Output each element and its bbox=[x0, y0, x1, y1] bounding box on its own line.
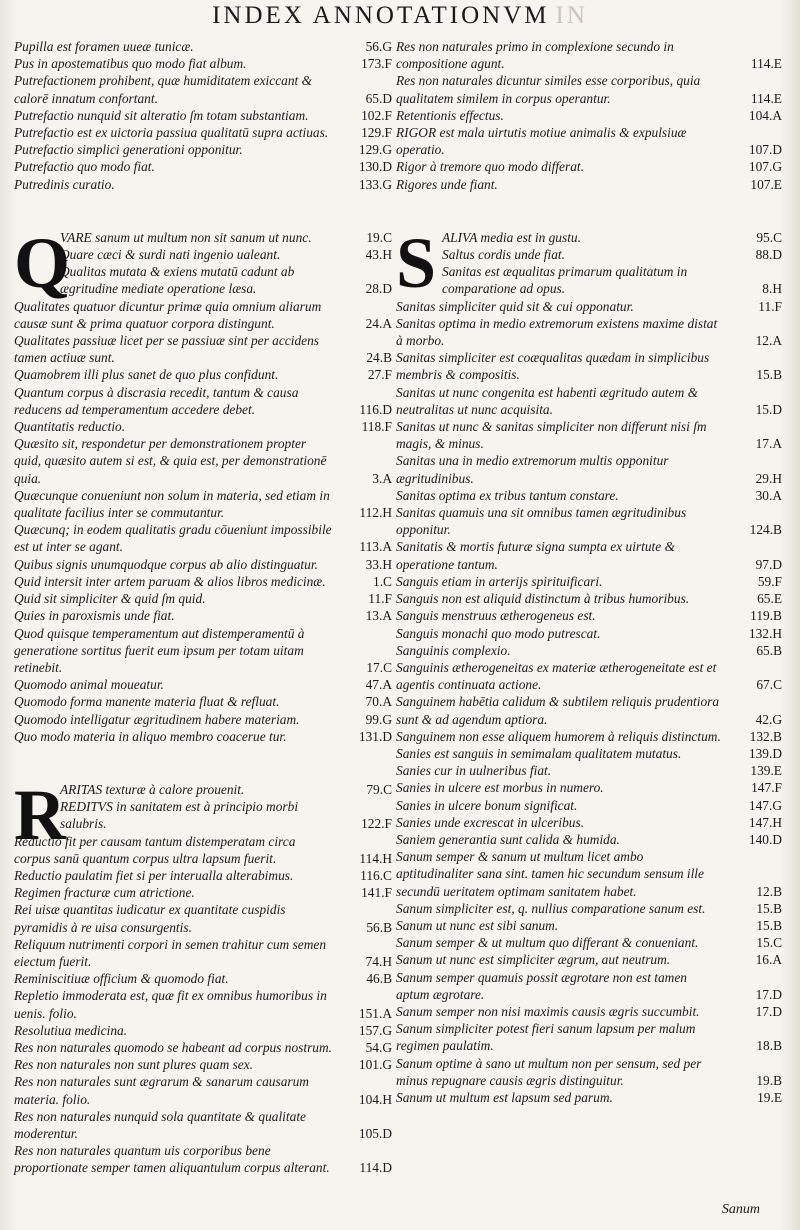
entry-text: Sanguis menstruus ætherogeneus est. bbox=[396, 608, 596, 624]
index-entry bbox=[396, 263, 782, 297]
page-reference: 119.B bbox=[750, 608, 782, 624]
index-entry bbox=[14, 867, 392, 884]
entry-text: Quantum corpus à discrasia recedit, tantum & causa reducens ad temperamentum accedere debet. bbox=[14, 384, 299, 417]
index-entry bbox=[14, 970, 392, 987]
index-entry bbox=[14, 141, 392, 158]
entry-text: Pupilla est foramen uueæ tunicæ. bbox=[14, 39, 194, 54]
page-reference: 70.A bbox=[365, 694, 392, 710]
page-reference: 130.D bbox=[358, 159, 392, 175]
index-entry bbox=[14, 781, 392, 798]
entry-text: VARE sanum ut multum non sit sanum ut nunc. bbox=[60, 229, 312, 245]
page-reference: 116.C bbox=[360, 867, 392, 883]
entry-text: RIGOR est mala uirtutis motiue animalis & expulsiuæ operatio. bbox=[396, 125, 687, 158]
entry-text: Putrefactio nunquid sit alteratio ſm totam substantiam. bbox=[14, 107, 309, 123]
index-entry bbox=[396, 246, 782, 263]
page-reference: 99.G bbox=[365, 711, 392, 727]
entry-text: Quæcunq; in eodem qualitatis gradu cōueniunt impossibile est ut inter se agant. bbox=[14, 522, 332, 555]
page-reference: 19.C bbox=[366, 229, 392, 245]
entry-text: Pus in apostematibus quo modo fiat album. bbox=[14, 56, 247, 72]
index-entry bbox=[14, 107, 392, 124]
index-entry bbox=[14, 332, 392, 366]
entry-text: Sanum simpliciter potest fieri sanum lapsum per malum regimen paulatim. bbox=[396, 1021, 696, 1054]
page-reference: 56.G bbox=[365, 39, 392, 54]
entry-text: Sanitas quamuis una sit omnibus tamen ægritudinibus opponitur. bbox=[396, 505, 687, 538]
entry-text: Sanum semper non nisi maximis causis ægris succumbit. bbox=[396, 1003, 700, 1019]
page-reference: 112.H bbox=[359, 505, 392, 521]
index-entry bbox=[14, 987, 392, 1021]
entry-text: Quomodo intelligatur ægritudinem habere materiam. bbox=[14, 711, 300, 727]
page-reference: 113.A bbox=[359, 539, 392, 555]
page-reference: 141.F bbox=[361, 885, 392, 901]
entry-text: Reliquum nutrimenti corpori in semen trahitur cum semen eiectum fuerit. bbox=[14, 936, 327, 969]
entry-text: Sanguis etiam in arterijs spirituificari. bbox=[396, 573, 603, 589]
index-entry bbox=[396, 384, 782, 418]
index-entry bbox=[14, 573, 392, 590]
entry-text: Sanitas optima in medio extremorum existens maxime distat à morbo. bbox=[396, 315, 718, 349]
page-reference: 17.A bbox=[755, 436, 782, 452]
entry-text: Quod quisque temperamentum aut distemperamentū à generatione sortitus fuerit eum ipsum per totam uitam retinebit. bbox=[14, 625, 305, 675]
page-reference: 139.D bbox=[748, 745, 782, 761]
index-entry bbox=[14, 263, 392, 297]
page-reference: 28.D bbox=[365, 281, 392, 297]
entry-text: Sanguinis ætherogeneitas ex materiæ ætherogeneitate est et agentis continuata actione. bbox=[396, 659, 717, 693]
entry-text: Rigor à tremore quo modo differat. bbox=[396, 159, 584, 175]
index-entry bbox=[396, 487, 782, 504]
index-entry bbox=[14, 298, 392, 332]
index-entry bbox=[396, 1055, 782, 1089]
index-entry bbox=[14, 1056, 392, 1073]
index-entry bbox=[396, 779, 782, 796]
page-reference: 132.H bbox=[748, 625, 782, 641]
index-entry bbox=[396, 1003, 782, 1020]
entry-text: Repletio immoderata est, quæ fit ex omnibus humoribus in uenis. folio. bbox=[14, 988, 327, 1021]
entry-text: Res non naturales primo in complexione secundo in compositione agunt. bbox=[396, 39, 674, 72]
index-block-q bbox=[14, 222, 392, 745]
entry-text: Putrefactio est ex uictoria passiua qualitatū supra actiuas. bbox=[14, 125, 329, 141]
page-header bbox=[0, 2, 800, 30]
entry-text: Quomodo animal moueatur. bbox=[14, 677, 164, 693]
index-entry bbox=[14, 625, 392, 677]
entry-text: Qualitates quatuor dicuntur primæ quia omnium aliarum causæ sunt & prima quatuor corpora distingunt. bbox=[14, 298, 322, 331]
index-entry bbox=[396, 349, 782, 383]
index-entry bbox=[396, 969, 782, 1003]
bleed-through-text: IN bbox=[555, 2, 588, 29]
catchword: Sanum bbox=[721, 1202, 760, 1217]
page-reference: 129.F bbox=[361, 125, 392, 141]
index-entry bbox=[396, 848, 782, 900]
index-entry bbox=[14, 55, 392, 72]
page-reference: 59.F bbox=[757, 573, 782, 589]
index-entry bbox=[14, 607, 392, 624]
page-reference: 147.F bbox=[751, 780, 782, 796]
page-reference: 15.B bbox=[756, 367, 782, 383]
index-entry bbox=[14, 124, 392, 141]
index-entry bbox=[396, 814, 782, 831]
index-entry bbox=[14, 936, 392, 970]
section-q bbox=[14, 222, 392, 745]
index-entry bbox=[396, 762, 782, 779]
index-entry bbox=[14, 676, 392, 693]
index-entry bbox=[396, 728, 782, 745]
page-reference: 95.C bbox=[756, 229, 782, 245]
page-reference: 47.A bbox=[365, 677, 392, 693]
page-reference: 114.D bbox=[359, 1160, 392, 1176]
entry-text: Quid sit simpliciter & quid ſm quid. bbox=[14, 591, 206, 607]
entry-text: Sanguis non est aliquid distinctum à tribus humoribus. bbox=[396, 591, 690, 607]
entry-text: Reductio fit per causam tantum distemperatam circa corpus sanū quantum corpus ultra lapsum fuerit. bbox=[14, 833, 296, 866]
page-reference: 42.G bbox=[755, 711, 782, 727]
index-entry bbox=[396, 934, 782, 951]
entry-text: Res non naturales nunquid sola quantitate & qualitate moderentur. bbox=[14, 1108, 306, 1141]
entry-text: Sanum semper & sanum ut multum licet ambo aptitudinaliter sana sint. tamen hic secundum sensum ille secundū ueritatem optimam sanitatem habet. bbox=[396, 849, 704, 899]
index-entry bbox=[396, 831, 782, 848]
page-reference: 12.B bbox=[756, 883, 782, 899]
entry-text: Qualitas mutata & exiens mutatū cadunt ab ægritudine mediate operatione læsa. bbox=[60, 264, 295, 297]
entry-text: Resolutiua medicina. bbox=[14, 1022, 128, 1038]
page-reference: 43.H bbox=[365, 247, 392, 263]
page-reference: 107.D bbox=[748, 142, 782, 158]
index-entry bbox=[396, 917, 782, 934]
page-reference: 19.B bbox=[756, 1072, 782, 1088]
page-reference: 97.D bbox=[755, 556, 782, 572]
entry-text: Reminiscitiuæ officium & quomodo fiat. bbox=[14, 971, 229, 987]
page-reference: 88.D bbox=[755, 247, 782, 263]
entry-text: ARITAS texturæ à calore prouenit. bbox=[60, 781, 245, 797]
entry-text: REDITVS in sanitatem est à principio morbi salubris. bbox=[60, 799, 299, 832]
index-block-s bbox=[396, 222, 782, 1106]
index-entry bbox=[14, 1039, 392, 1056]
page-reference: 105.D bbox=[358, 1125, 392, 1141]
index-entry bbox=[14, 728, 392, 745]
entry-text: Sanum ut nunc est simpliciter ægrum, aut neutrum. bbox=[396, 952, 671, 968]
page-reference: 114.E bbox=[750, 90, 782, 106]
entry-text: Sanies cur in uulneribus fiat. bbox=[396, 763, 552, 779]
page-reference: 74.H bbox=[365, 953, 392, 969]
entry-text: Quo modo materia in aliquo membro coacerue tur. bbox=[14, 728, 287, 744]
page-reference: 118.F bbox=[361, 419, 392, 435]
page-reference: 19.E bbox=[757, 1089, 782, 1105]
page-reference: 3.A bbox=[372, 470, 392, 486]
index-entry bbox=[14, 833, 392, 867]
index-entry bbox=[396, 298, 782, 315]
page-reference: 67.C bbox=[756, 677, 782, 693]
drop-cap-s: S bbox=[396, 222, 437, 303]
page-reference: 17.C bbox=[366, 659, 392, 675]
page-reference: 139.E bbox=[750, 763, 782, 779]
index-entry bbox=[14, 366, 392, 383]
drop-cap-q: Q bbox=[14, 222, 71, 303]
index-entry bbox=[14, 521, 392, 555]
index-entry bbox=[396, 504, 782, 538]
index-entry bbox=[14, 884, 392, 901]
page-reference: 129.G bbox=[358, 142, 392, 158]
entry-text: Res non naturales quantum uis corporibus bene proportionate semper tamen aliquantulum corpus alterant. bbox=[14, 1143, 330, 1176]
index-entry bbox=[14, 711, 392, 728]
index-entry bbox=[396, 176, 782, 193]
page-reference: 29.H bbox=[755, 470, 782, 486]
index-entry bbox=[14, 176, 392, 193]
index-entry bbox=[396, 107, 782, 124]
entry-text: Quies in paroxismis unde fiat. bbox=[14, 608, 175, 624]
index-entry bbox=[14, 229, 392, 246]
entry-text: Res non naturales quomodo se habeant ad corpus nostrum. bbox=[14, 1039, 333, 1055]
entry-text: Reductio paulatim fiet si per interualla alterabimus. bbox=[14, 867, 294, 883]
section-s bbox=[396, 222, 782, 1106]
index-entry bbox=[14, 487, 392, 521]
entry-text: Sanguinis complexio. bbox=[396, 642, 511, 658]
index-entry bbox=[396, 1089, 782, 1106]
drop-cap-r: R bbox=[14, 774, 66, 855]
entry-text: Sanum semper & ut multum quo differant & conueniant. bbox=[396, 935, 699, 951]
index-entry bbox=[14, 1108, 392, 1142]
page-reference: 104.H bbox=[358, 1091, 392, 1107]
index-entry bbox=[14, 1142, 392, 1176]
entry-text: Quid intersit inter artem paruam & alios libros medicinæ. bbox=[14, 573, 326, 589]
page-reference: 15.D bbox=[755, 401, 782, 417]
entry-text: Sanum simpliciter est, q. nullius comparatione sanum est. bbox=[396, 900, 706, 916]
index-entry bbox=[14, 590, 392, 607]
index-block-res bbox=[396, 38, 782, 193]
index-entry bbox=[14, 38, 392, 55]
entry-text: Quibus signis unumquodque corpus ab alio distinguatur. bbox=[14, 556, 318, 572]
index-entry bbox=[396, 951, 782, 968]
page-reference: 133.G bbox=[358, 176, 392, 192]
page-reference: 151.A bbox=[358, 1005, 392, 1021]
page-reference: 46.B bbox=[366, 971, 392, 987]
page-reference: 15.B bbox=[756, 900, 782, 916]
page-reference: 65.D bbox=[365, 90, 392, 106]
entry-text: Sanum ut multum est lapsum sed parum. bbox=[396, 1089, 613, 1105]
entry-text: Sanitas una in medio extremorum multis opponitur ægritudinibus. bbox=[396, 453, 669, 486]
index-entry bbox=[396, 1020, 782, 1054]
page-reference: 157.G bbox=[358, 1022, 392, 1038]
entry-text: Saltus cordis unde fiat. bbox=[442, 247, 565, 263]
page-reference: 30.A bbox=[755, 487, 782, 503]
index-entry bbox=[396, 38, 782, 72]
index-entry bbox=[396, 607, 782, 624]
page-reference: 147.G bbox=[748, 797, 782, 813]
index-entry bbox=[14, 435, 392, 487]
page-reference: 116.D bbox=[359, 401, 392, 417]
right-column bbox=[396, 38, 782, 1106]
entry-text: Quæcunque conueniunt non solum in materia, sed etiam in qualitate facilius inter se commutantur. bbox=[14, 487, 330, 521]
page-reference: 24.B bbox=[366, 350, 392, 366]
page-reference: 33.H bbox=[365, 556, 392, 572]
entry-text: Putrefactio simplici generationi opponitur. bbox=[14, 142, 243, 158]
page-reference: 173.F bbox=[361, 56, 392, 72]
page-reference: 16.A bbox=[755, 952, 782, 968]
index-entry bbox=[14, 158, 392, 175]
index-entry bbox=[396, 797, 782, 814]
entry-text: Quare cæci & surdi nati ingenio ualeant. bbox=[60, 247, 281, 263]
entry-text: Quæsito sit, respondetur per demonstrationem propter quid, quæsito autem si est, & quia est, per demonstrationē quia. bbox=[14, 436, 327, 486]
entry-text: Rigores unde fiant. bbox=[396, 176, 498, 192]
index-entry bbox=[396, 900, 782, 917]
entry-text: Qualitates passiuæ licet per se passiuæ sint per accidens tamen actiuæ sunt. bbox=[14, 333, 319, 366]
index-entry bbox=[396, 659, 782, 693]
entry-text: Sanitatis & mortis futuræ signa sumpta ex uirtute & operatione tantum. bbox=[396, 539, 675, 572]
index-entry bbox=[396, 124, 782, 158]
entry-text: Sanitas simpliciter quid sit & cui opponatur. bbox=[396, 298, 634, 314]
entry-text: Sanguinem habētia calidum & subtilem reliquis prudentiora sunt & ad agendum aptiora. bbox=[396, 694, 720, 727]
page-reference: 124.B bbox=[749, 522, 782, 538]
page-reference: 15.B bbox=[756, 917, 782, 933]
index-block-p bbox=[14, 38, 392, 193]
entry-text: Quomodo forma manente materia fluat & refluat. bbox=[14, 694, 280, 710]
page-reference: 102.F bbox=[361, 107, 392, 123]
entry-text: Sanitas optima ex tribus tantum constare. bbox=[396, 487, 619, 503]
section-r bbox=[14, 774, 392, 1177]
index-entry bbox=[396, 693, 782, 727]
page-reference: 140.D bbox=[748, 831, 782, 847]
index-entry bbox=[396, 745, 782, 762]
index-entry bbox=[396, 315, 782, 349]
page-reference: 104.A bbox=[748, 107, 782, 123]
index-entry bbox=[396, 418, 782, 452]
entry-text: Sanies unde excrescat in ulceribus. bbox=[396, 814, 585, 830]
entry-text: Sanies in ulcere est morbus in numero. bbox=[396, 780, 604, 796]
entry-text: Sanies in ulcere bonum significat. bbox=[396, 797, 578, 813]
index-entry bbox=[396, 590, 782, 607]
index-entry bbox=[14, 1022, 392, 1039]
index-entry bbox=[14, 901, 392, 935]
index-entry bbox=[396, 538, 782, 572]
page-reference: 18.B bbox=[756, 1038, 782, 1054]
page-reference: 11.F bbox=[758, 298, 782, 314]
entry-text: Sanitas est æqualitas primarum qualitatum in comparatione ad opus. bbox=[442, 264, 688, 297]
index-entry bbox=[396, 158, 782, 175]
page-reference: 17.D bbox=[755, 1003, 782, 1019]
entry-text: Sanum ut nunc est sibi sanum. bbox=[396, 917, 559, 933]
entry-text: Quamobrem illi plus sanet de quo plus confidunt. bbox=[14, 367, 279, 383]
entry-text: Sanies est sanguis in semimalam qualitatem mutatus. bbox=[396, 745, 682, 761]
entry-text: Regimen fracturæ cum atrictione. bbox=[14, 885, 195, 901]
entry-text: Putredinis curatio. bbox=[14, 176, 115, 192]
entry-text: Sanum optime à sano ut multum non per sensum, sed per minus repugnare causis ægris distinguitur. bbox=[396, 1055, 702, 1088]
index-entry bbox=[14, 556, 392, 573]
page-reference: 27.F bbox=[367, 367, 392, 383]
page-reference: 15.C bbox=[756, 935, 782, 951]
index-entry bbox=[14, 1073, 392, 1107]
entry-text: Sanguis monachi quo modo putrescat. bbox=[396, 625, 601, 641]
page-reference: 79.C bbox=[366, 781, 392, 797]
entry-text: Saniem generantia sunt calida & humida. bbox=[396, 831, 620, 847]
page-reference: 11.F bbox=[368, 591, 392, 607]
entry-text: Sanitas simpliciter est coæqualitas quædam in simplicibus membris & compositis. bbox=[396, 350, 710, 383]
page-reference: 8.H bbox=[762, 281, 782, 297]
page-reference: 1.C bbox=[373, 573, 392, 589]
page-reference: 13.A bbox=[365, 608, 392, 624]
entry-text: Res non naturales non sunt plures quam sex. bbox=[14, 1057, 254, 1073]
page-reference: 17.D bbox=[755, 986, 782, 1002]
entry-text: Res non naturales sunt ægrarum & sanarum causarum materia. folio. bbox=[14, 1074, 309, 1107]
page-reference: 107.E bbox=[750, 176, 782, 192]
entry-text: Res non naturales dicuntur similes esse corporibus, quia qualitatem similem in corpus operantur. bbox=[396, 73, 701, 106]
entry-text: Sanum semper quamuis possit ægrotare non est tamen aptum ægrotare. bbox=[396, 969, 687, 1002]
entry-text: Putrefactionem prohibent, quæ humiditatem exiccant & calorē innatum confortant. bbox=[14, 73, 313, 106]
page-reference: 122.F bbox=[361, 816, 392, 832]
entry-text: Sanitas ut nunc congenita est habenti ægritudo autem & neutralitas ut nunc acquisita. bbox=[396, 384, 699, 417]
page-reference: 107.G bbox=[748, 159, 782, 175]
index-entry bbox=[14, 72, 392, 106]
page-reference: 65.E bbox=[757, 591, 782, 607]
entry-text: ALIVA media est in gustu. bbox=[442, 229, 581, 245]
page-reference: 24.A bbox=[365, 315, 392, 331]
index-entry bbox=[14, 384, 392, 418]
entry-text: Sanitas ut nunc & sanitas simpliciter non differunt nisi ſm magis, & minus. bbox=[396, 419, 707, 452]
page-reference: 65.B bbox=[756, 642, 782, 658]
index-entry bbox=[14, 246, 392, 263]
index-entry bbox=[14, 693, 392, 710]
index-entry bbox=[14, 418, 392, 435]
entry-text: Rei uisæ quantitas iudicatur ex quantitate cuspidis pyramidis à re uisa consurgentis. bbox=[14, 902, 286, 935]
entry-text: Quantitatis reductio. bbox=[14, 419, 126, 435]
page-reference: 56.B bbox=[366, 919, 392, 935]
index-entry bbox=[396, 625, 782, 642]
page-reference: 114.H bbox=[359, 850, 392, 866]
page-reference: 101.G bbox=[358, 1057, 392, 1073]
page-title: INDEX ANNOTATIONVM bbox=[212, 2, 550, 29]
page-reference: 54.G bbox=[365, 1039, 392, 1055]
index-entry bbox=[396, 573, 782, 590]
entry-text: Retentionis effectus. bbox=[396, 107, 504, 123]
page-reference: 147.H bbox=[748, 814, 782, 830]
index-entry bbox=[396, 452, 782, 486]
left-column bbox=[14, 38, 392, 1177]
page-reference: 114.E bbox=[750, 56, 782, 72]
page-reference: 131.D bbox=[358, 728, 392, 744]
index-entry bbox=[14, 798, 392, 832]
index-entry bbox=[396, 642, 782, 659]
index-entry bbox=[396, 72, 782, 106]
entry-text: Sanguinem non esse aliquem humorem à reliquis distinctum. bbox=[396, 728, 721, 744]
page-reference: 12.A bbox=[755, 333, 782, 349]
page-reference: 132.B bbox=[749, 728, 782, 744]
entry-text: Putrefactio quo modo fiat. bbox=[14, 159, 155, 175]
index-block-r bbox=[14, 774, 392, 1177]
index-entry bbox=[396, 229, 782, 246]
